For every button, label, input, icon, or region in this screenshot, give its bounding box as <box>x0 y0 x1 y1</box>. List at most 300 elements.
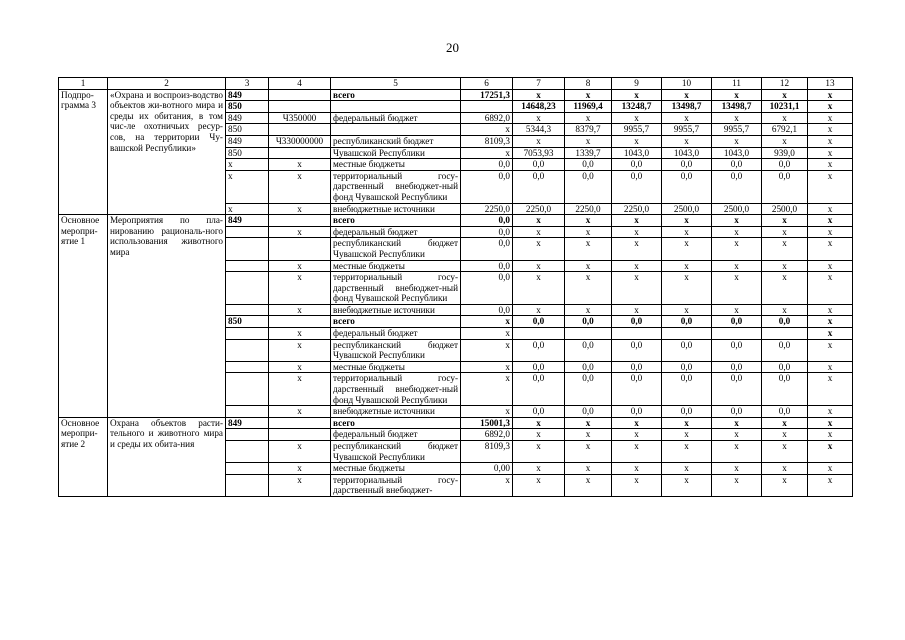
value-cell: 939,0 <box>762 147 808 159</box>
value-cell: x <box>808 474 853 496</box>
funding-source-cell: всего <box>331 215 461 227</box>
value-cell <box>712 328 762 340</box>
value-cell: 2250,0 <box>612 203 662 215</box>
target-code-cell: Ч330000000 <box>269 135 331 147</box>
value-cell: x <box>712 112 762 124</box>
value-cell: x <box>662 429 712 441</box>
value-cell: 0,0 <box>612 316 662 328</box>
table-row <box>59 89 853 101</box>
value-cell: 0,0 <box>662 406 712 418</box>
target-code-cell: x <box>269 474 331 496</box>
program-title-cell: «Охрана и воспроиз-водство объектов жи-вотного мира и среды их обитания, в том чис-ле охотничьих ресур-сов, на территории Чу-вашской Республики» <box>108 89 226 215</box>
value-cell: x <box>461 373 513 406</box>
funding-source-cell: федеральный бюджет <box>331 112 461 124</box>
value-cell: 0,0 <box>762 373 808 406</box>
value-cell: 0,0 <box>762 316 808 328</box>
funding-source-cell <box>331 101 461 113</box>
value-cell: x <box>461 474 513 496</box>
value-cell <box>513 328 565 340</box>
value-cell: 7053,93 <box>513 147 565 159</box>
code-cell: 850 <box>226 147 269 159</box>
value-cell: 0,0 <box>461 272 513 305</box>
value-cell: 0,0 <box>662 373 712 406</box>
value-cell: x <box>513 417 565 429</box>
value-cell: x <box>662 304 712 316</box>
value-cell: 0,0 <box>662 159 712 171</box>
program-title-cell: Охрана объектов расти-тельного и животного мира и среды их обита-ния <box>108 417 226 496</box>
value-cell: x <box>662 272 712 305</box>
value-cell: x <box>808 89 853 101</box>
funding-source-cell: территориальный госу-дарственный внебюджет-ный фонд Чувашской Республики <box>331 373 461 406</box>
value-cell: x <box>612 429 662 441</box>
target-code-cell: x <box>269 406 331 418</box>
value-cell: 0,0 <box>662 170 712 203</box>
value-cell: x <box>808 226 853 238</box>
value-cell: x <box>461 328 513 340</box>
value-cell: 13248,7 <box>612 101 662 113</box>
value-cell: 9955,7 <box>712 124 762 136</box>
value-cell: x <box>712 272 762 305</box>
value-cell: x <box>712 215 762 227</box>
value-cell: x <box>808 124 853 136</box>
code-cell <box>226 463 269 475</box>
code-cell <box>226 339 269 361</box>
value-cell: x <box>565 429 612 441</box>
target-code-cell <box>269 215 331 227</box>
value-cell: x <box>808 215 853 227</box>
header-cell: 10 <box>662 78 712 90</box>
value-cell: 0,0 <box>712 316 762 328</box>
value-cell: 8109,3 <box>461 135 513 147</box>
value-cell: 0,00 <box>461 463 513 475</box>
value-cell: 8379,7 <box>565 124 612 136</box>
value-cell: 9955,7 <box>662 124 712 136</box>
value-cell: x <box>662 112 712 124</box>
header-cell: 13 <box>808 78 853 90</box>
value-cell: x <box>762 135 808 147</box>
value-cell: x <box>461 361 513 373</box>
value-cell: x <box>808 406 853 418</box>
value-cell: x <box>762 429 808 441</box>
header-cell: 12 <box>762 78 808 90</box>
value-cell: x <box>662 441 712 463</box>
code-cell <box>226 238 269 260</box>
value-cell: 0,0 <box>712 361 762 373</box>
funding-source-cell: местные бюджеты <box>331 159 461 171</box>
value-cell: x <box>513 89 565 101</box>
code-cell <box>226 260 269 272</box>
value-cell: x <box>808 339 853 361</box>
value-cell: 2500,0 <box>712 203 762 215</box>
budget-table <box>58 77 853 497</box>
value-cell: 13498,7 <box>662 101 712 113</box>
value-cell: x <box>808 159 853 171</box>
value-cell: x <box>565 441 612 463</box>
value-cell: x <box>662 215 712 227</box>
value-cell: x <box>762 463 808 475</box>
target-code-cell: x <box>269 272 331 305</box>
target-code-cell: Ч350000 <box>269 112 331 124</box>
funding-source-cell: федеральный бюджет <box>331 226 461 238</box>
target-code-cell <box>269 429 331 441</box>
value-cell: 15001,3 <box>461 417 513 429</box>
value-cell: 0,0 <box>565 316 612 328</box>
value-cell: x <box>762 260 808 272</box>
value-cell <box>565 328 612 340</box>
value-cell: x <box>762 304 808 316</box>
value-cell: x <box>612 112 662 124</box>
value-cell: x <box>762 417 808 429</box>
target-code-cell: x <box>269 159 331 171</box>
code-cell: x <box>226 203 269 215</box>
value-cell: 2250,0 <box>461 203 513 215</box>
value-cell: 0,0 <box>461 170 513 203</box>
header-cell: 3 <box>226 78 269 90</box>
value-cell: x <box>612 238 662 260</box>
target-code-cell: x <box>269 170 331 203</box>
code-cell: 850 <box>226 101 269 113</box>
value-cell: x <box>565 474 612 496</box>
value-cell: x <box>612 135 662 147</box>
target-code-cell: x <box>269 361 331 373</box>
header-cell: 8 <box>565 78 612 90</box>
value-cell: x <box>513 463 565 475</box>
code-cell: 849 <box>226 135 269 147</box>
header-cell: 6 <box>461 78 513 90</box>
value-cell <box>612 328 662 340</box>
code-cell: 849 <box>226 112 269 124</box>
value-cell: 0,0 <box>612 170 662 203</box>
value-cell: x <box>762 272 808 305</box>
code-cell <box>226 226 269 238</box>
funding-source-cell: местные бюджеты <box>331 260 461 272</box>
value-cell: x <box>513 304 565 316</box>
value-cell: 13498,7 <box>712 101 762 113</box>
program-name-cell: Подпро-грамма 3 <box>59 89 108 215</box>
code-cell: 849 <box>226 417 269 429</box>
value-cell: x <box>762 89 808 101</box>
funding-source-cell: Чувашской Республики <box>331 147 461 159</box>
value-cell: 0,0 <box>461 215 513 227</box>
value-cell: x <box>662 474 712 496</box>
value-cell: x <box>513 112 565 124</box>
table-row <box>59 417 853 429</box>
value-cell: 0,0 <box>612 406 662 418</box>
value-cell: 0,0 <box>762 170 808 203</box>
code-cell <box>226 373 269 406</box>
value-cell: x <box>565 272 612 305</box>
value-cell: x <box>565 112 612 124</box>
funding-source-cell: местные бюджеты <box>331 463 461 475</box>
value-cell: 6892,0 <box>461 429 513 441</box>
value-cell <box>662 328 712 340</box>
value-cell: x <box>712 304 762 316</box>
value-cell: x <box>712 429 762 441</box>
value-cell: 0,0 <box>513 316 565 328</box>
value-cell: 0,0 <box>612 373 662 406</box>
value-cell: 0,0 <box>513 339 565 361</box>
table-row <box>59 215 853 227</box>
target-code-cell <box>269 101 331 113</box>
value-cell: x <box>513 429 565 441</box>
funding-source-cell: территориальный госу-дарственный внебюджет- <box>331 474 461 496</box>
program-title-cell: Мероприятия по пла-нированию рациональ-ного использования животного мира <box>108 215 226 418</box>
funding-source-cell: всего <box>331 316 461 328</box>
value-cell: x <box>808 147 853 159</box>
target-code-cell <box>269 238 331 260</box>
value-cell: 0,0 <box>662 316 712 328</box>
target-code-cell: x <box>269 304 331 316</box>
value-cell: x <box>565 215 612 227</box>
value-cell: x <box>612 463 662 475</box>
value-cell: x <box>808 272 853 305</box>
value-cell: x <box>461 406 513 418</box>
value-cell: x <box>612 226 662 238</box>
value-cell: x <box>662 463 712 475</box>
value-cell: 0,0 <box>513 406 565 418</box>
header-cell: 9 <box>612 78 662 90</box>
value-cell: x <box>461 339 513 361</box>
value-cell: x <box>762 441 808 463</box>
target-code-cell <box>269 89 331 101</box>
funding-source-cell: республиканский бюджет Чувашской Республики <box>331 238 461 260</box>
value-cell: 0,0 <box>461 159 513 171</box>
value-cell: x <box>808 112 853 124</box>
value-cell: 0,0 <box>712 339 762 361</box>
value-cell: 0,0 <box>762 406 808 418</box>
value-cell: x <box>461 316 513 328</box>
funding-source-cell <box>331 124 461 136</box>
funding-source-cell: республиканский бюджет <box>331 135 461 147</box>
value-cell: x <box>612 474 662 496</box>
value-cell: x <box>712 474 762 496</box>
value-cell: 0,0 <box>461 226 513 238</box>
value-cell: x <box>808 316 853 328</box>
value-cell: x <box>762 215 808 227</box>
value-cell: x <box>808 238 853 260</box>
value-cell: x <box>612 417 662 429</box>
value-cell: 0,0 <box>612 339 662 361</box>
value-cell: x <box>612 441 662 463</box>
value-cell: x <box>808 463 853 475</box>
value-cell: x <box>712 135 762 147</box>
code-cell <box>226 361 269 373</box>
value-cell: 14648,23 <box>513 101 565 113</box>
value-cell: x <box>612 304 662 316</box>
target-code-cell <box>269 417 331 429</box>
value-cell: 0,0 <box>513 159 565 171</box>
value-cell: x <box>513 215 565 227</box>
funding-source-cell: территориальный госу-дарственный внебюджет-ный фонд Чувашской Республики <box>331 272 461 305</box>
value-cell: x <box>712 260 762 272</box>
value-cell: 0,0 <box>712 159 762 171</box>
value-cell: 0,0 <box>565 373 612 406</box>
value-cell: x <box>565 417 612 429</box>
value-cell: x <box>612 215 662 227</box>
funding-source-cell: внебюджетные источники <box>331 406 461 418</box>
code-cell: 850 <box>226 124 269 136</box>
value-cell: x <box>808 429 853 441</box>
value-cell: x <box>513 474 565 496</box>
value-cell: 6792,1 <box>762 124 808 136</box>
value-cell: x <box>565 135 612 147</box>
header-cell: 7 <box>513 78 565 90</box>
value-cell: 1339,7 <box>565 147 612 159</box>
funding-source-cell: федеральный бюджет <box>331 328 461 340</box>
value-cell: 0,0 <box>662 339 712 361</box>
target-code-cell: x <box>269 463 331 475</box>
value-cell: 0,0 <box>712 170 762 203</box>
value-cell: x <box>565 304 612 316</box>
target-code-cell: x <box>269 373 331 406</box>
value-cell: x <box>513 226 565 238</box>
code-cell <box>226 406 269 418</box>
funding-source-cell: республиканский бюджет Чувашской Республики <box>331 441 461 463</box>
funding-source-cell: территориальный госу-дарственный внебюджет-ный фонд Чувашской Республики <box>331 170 461 203</box>
code-cell: 849 <box>226 89 269 101</box>
value-cell: x <box>461 124 513 136</box>
value-cell: 0,0 <box>565 170 612 203</box>
funding-source-cell: внебюджетные источники <box>331 203 461 215</box>
value-cell: 0,0 <box>461 260 513 272</box>
value-cell: 8109,3 <box>461 441 513 463</box>
value-cell <box>461 101 513 113</box>
value-cell: x <box>513 238 565 260</box>
value-cell: x <box>808 304 853 316</box>
value-cell: 0,0 <box>513 170 565 203</box>
value-cell: 0,0 <box>513 373 565 406</box>
value-cell: x <box>565 89 612 101</box>
value-cell: x <box>762 112 808 124</box>
target-code-cell <box>269 124 331 136</box>
header-row <box>59 78 853 90</box>
page-number: 20 <box>446 40 459 55</box>
value-cell: 0,0 <box>762 361 808 373</box>
value-cell: x <box>612 260 662 272</box>
value-cell: x <box>513 441 565 463</box>
code-cell: x <box>226 159 269 171</box>
value-cell: 1043,0 <box>612 147 662 159</box>
target-code-cell: x <box>269 339 331 361</box>
value-cell: x <box>808 361 853 373</box>
value-cell: 0,0 <box>712 373 762 406</box>
value-cell: x <box>762 226 808 238</box>
value-cell: x <box>808 328 853 340</box>
value-cell: 2250,0 <box>565 203 612 215</box>
value-cell: 0,0 <box>762 339 808 361</box>
value-cell: x <box>762 238 808 260</box>
value-cell: x <box>461 147 513 159</box>
value-cell: x <box>808 203 853 215</box>
code-cell <box>226 328 269 340</box>
value-cell: x <box>612 89 662 101</box>
value-cell: x <box>712 89 762 101</box>
value-cell: x <box>808 417 853 429</box>
value-cell: x <box>662 135 712 147</box>
code-cell <box>226 441 269 463</box>
target-code-cell: x <box>269 328 331 340</box>
value-cell: x <box>565 463 612 475</box>
value-cell: 11969,4 <box>565 101 612 113</box>
value-cell: 5344,3 <box>513 124 565 136</box>
code-cell <box>226 474 269 496</box>
value-cell: 0,0 <box>662 361 712 373</box>
value-cell <box>762 328 808 340</box>
code-cell: x <box>226 170 269 203</box>
code-cell <box>226 429 269 441</box>
value-cell: x <box>808 170 853 203</box>
value-cell: 2500,0 <box>662 203 712 215</box>
value-cell: x <box>712 463 762 475</box>
funding-source-cell: внебюджетные источники <box>331 304 461 316</box>
value-cell: 0,0 <box>565 406 612 418</box>
target-code-cell: x <box>269 260 331 272</box>
value-cell: x <box>662 238 712 260</box>
funding-source-cell: местные бюджеты <box>331 361 461 373</box>
value-cell: 2250,0 <box>513 203 565 215</box>
value-cell: x <box>712 441 762 463</box>
value-cell: 1043,0 <box>662 147 712 159</box>
value-cell: x <box>808 135 853 147</box>
target-code-cell: x <box>269 226 331 238</box>
value-cell: x <box>662 226 712 238</box>
value-cell: x <box>662 89 712 101</box>
funding-source-cell: всего <box>331 89 461 101</box>
value-cell: x <box>565 238 612 260</box>
value-cell: x <box>565 260 612 272</box>
header-cell: 5 <box>331 78 461 90</box>
value-cell: 0,0 <box>565 339 612 361</box>
code-cell <box>226 304 269 316</box>
value-cell: 1043,0 <box>712 147 762 159</box>
value-cell: 0,0 <box>612 361 662 373</box>
funding-source-cell: республиканский бюджет Чувашской Республики <box>331 339 461 361</box>
value-cell: x <box>808 101 853 113</box>
target-code-cell <box>269 316 331 328</box>
code-cell: 849 <box>226 215 269 227</box>
value-cell: 0,0 <box>612 159 662 171</box>
value-cell: x <box>612 272 662 305</box>
value-cell: x <box>712 417 762 429</box>
value-cell: 9955,7 <box>612 124 662 136</box>
header-cell: 11 <box>712 78 762 90</box>
value-cell: x <box>662 417 712 429</box>
value-cell: 0,0 <box>762 159 808 171</box>
funding-source-cell: федеральный бюджет <box>331 429 461 441</box>
value-cell: 17251,3 <box>461 89 513 101</box>
target-code-cell <box>269 147 331 159</box>
value-cell: x <box>808 260 853 272</box>
table-body <box>59 89 853 496</box>
value-cell: x <box>565 226 612 238</box>
value-cell: 6892,0 <box>461 112 513 124</box>
value-cell: 0,0 <box>565 361 612 373</box>
code-cell <box>226 272 269 305</box>
value-cell: x <box>513 260 565 272</box>
value-cell: 10231,1 <box>762 101 808 113</box>
program-name-cell: Основное меропри-ятие 2 <box>59 417 108 496</box>
value-cell: 0,0 <box>712 406 762 418</box>
value-cell: x <box>808 373 853 406</box>
value-cell: x <box>662 260 712 272</box>
program-name-cell: Основное меропри-ятие 1 <box>59 215 108 418</box>
value-cell: x <box>712 226 762 238</box>
funding-source-cell: всего <box>331 417 461 429</box>
value-cell: 0,0 <box>513 361 565 373</box>
value-cell: x <box>808 441 853 463</box>
header-cell: 2 <box>108 78 226 90</box>
value-cell: x <box>712 238 762 260</box>
